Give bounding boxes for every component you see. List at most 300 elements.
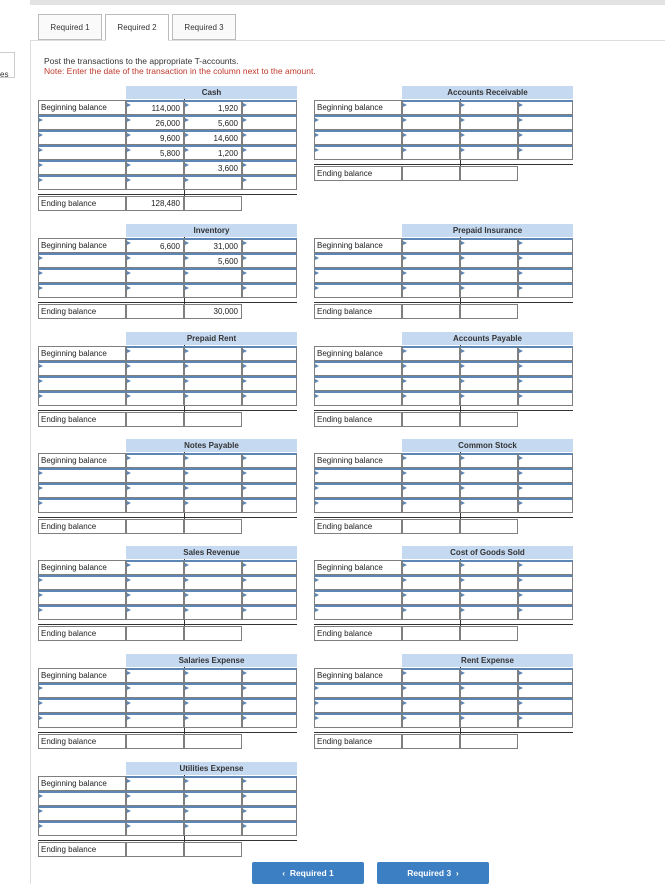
date-input[interactable] [518, 468, 573, 483]
date-input[interactable] [242, 683, 297, 698]
debit-amount-input[interactable] [402, 253, 460, 268]
date-input[interactable] [38, 821, 126, 836]
debit-amount-input[interactable] [126, 145, 184, 160]
ending-credit-amount [184, 304, 242, 319]
date-input[interactable] [314, 590, 402, 605]
debit-amount-input[interactable] [126, 453, 184, 468]
ending-balance-label [314, 519, 402, 534]
credit-amount-input[interactable] [184, 268, 242, 283]
next-required-button[interactable]: Required 3 › [377, 862, 489, 884]
date-input[interactable] [314, 268, 402, 283]
credit-amount-input[interactable] [184, 175, 242, 190]
debit-amount-input[interactable] [126, 130, 184, 145]
debit-amount-value: 114,000 [151, 104, 180, 113]
date-input[interactable] [242, 376, 297, 391]
ending-debit-amount [126, 734, 184, 749]
date-input[interactable] [518, 683, 573, 698]
date-input[interactable] [314, 253, 402, 268]
date-input[interactable] [242, 238, 297, 253]
ending-balance-label [38, 412, 126, 427]
ending-debit-amount [126, 842, 184, 857]
credit-amount-input[interactable] [184, 575, 242, 590]
beginning-balance-text: Beginning balance [317, 241, 383, 250]
date-input[interactable] [314, 376, 402, 391]
date-input[interactable] [242, 483, 297, 498]
tab-required-3[interactable]: Required 3 [172, 14, 236, 40]
beginning-balance-text: Beginning balance [41, 349, 107, 358]
date-input[interactable] [518, 115, 573, 130]
credit-amount-input[interactable] [460, 713, 518, 728]
beginning-balance-text: Beginning balance [41, 456, 107, 465]
date-input[interactable] [518, 575, 573, 590]
credit-amount-input[interactable] [184, 468, 242, 483]
date-input[interactable] [314, 115, 402, 130]
ending-balance-text: Ending balance [41, 737, 97, 746]
date-input[interactable] [38, 683, 126, 698]
date-input[interactable] [314, 575, 402, 590]
debit-amount-input[interactable] [126, 791, 184, 806]
date-input[interactable] [38, 483, 126, 498]
date-input[interactable] [242, 668, 297, 683]
debit-amount-input[interactable] [402, 683, 460, 698]
credit-amount-input[interactable] [460, 590, 518, 605]
debit-amount-input[interactable] [126, 346, 184, 361]
date-input[interactable] [242, 821, 297, 836]
date-input[interactable] [242, 283, 297, 298]
date-input[interactable] [38, 145, 126, 160]
debit-amount-input[interactable] [126, 253, 184, 268]
date-input[interactable] [242, 453, 297, 468]
debit-amount-input[interactable] [126, 100, 184, 115]
date-input[interactable] [38, 160, 126, 175]
ending-balance-text: Ending balance [317, 522, 373, 531]
debit-amount-input[interactable] [402, 698, 460, 713]
date-input[interactable] [38, 590, 126, 605]
beginning-balance-text: Beginning balance [317, 103, 383, 112]
date-input[interactable] [518, 130, 573, 145]
date-input[interactable] [518, 238, 573, 253]
debit-amount-input[interactable] [126, 160, 184, 175]
date-input[interactable] [518, 590, 573, 605]
credit-amount-value: 14,600 [213, 134, 238, 143]
date-input[interactable] [314, 283, 402, 298]
debit-amount-input[interactable] [402, 453, 460, 468]
ending-debit-amount [126, 519, 184, 534]
debit-amount-input[interactable] [402, 283, 460, 298]
debit-amount-input[interactable] [126, 683, 184, 698]
credit-amount-input[interactable] [184, 791, 242, 806]
credit-amount-input[interactable] [460, 361, 518, 376]
date-input[interactable] [518, 100, 573, 115]
debit-amount-input[interactable] [126, 776, 184, 791]
date-input[interactable] [242, 806, 297, 821]
ending-credit-amount [460, 626, 518, 641]
ending-credit-amount [184, 842, 242, 857]
debit-amount-input[interactable] [402, 560, 460, 575]
credit-amount-input[interactable] [184, 683, 242, 698]
date-input[interactable] [242, 346, 297, 361]
debit-amount-input[interactable] [402, 376, 460, 391]
debit-amount-input[interactable] [402, 115, 460, 130]
date-input[interactable] [518, 283, 573, 298]
ending-debit-amount [402, 412, 460, 427]
credit-amount-input[interactable] [184, 100, 242, 115]
chevron-right-icon: › [451, 868, 459, 878]
beginning-balance-label [314, 668, 402, 683]
date-input[interactable] [518, 483, 573, 498]
date-input[interactable] [38, 498, 126, 513]
account-title: Cash [126, 86, 297, 99]
date-input[interactable] [38, 361, 126, 376]
credit-amount-input[interactable] [460, 130, 518, 145]
ending-credit-amount [184, 412, 242, 427]
ending-balance-text: Ending balance [41, 522, 97, 531]
total-line [314, 410, 573, 411]
date-input[interactable] [518, 560, 573, 575]
date-input[interactable] [518, 668, 573, 683]
ending-balance-label [38, 734, 126, 749]
beginning-balance-label [314, 100, 402, 115]
beginning-balance-label [38, 776, 126, 791]
date-input[interactable] [242, 160, 297, 175]
credit-amount-input[interactable] [460, 498, 518, 513]
account-title: Notes Payable [126, 439, 297, 452]
credit-amount-input[interactable] [184, 698, 242, 713]
prev-required-button[interactable]: ‹ Required 1 [252, 862, 364, 884]
ending-credit-amount [460, 519, 518, 534]
date-input[interactable] [38, 713, 126, 728]
date-input[interactable] [314, 605, 402, 620]
ending-balance-label [314, 412, 402, 427]
ending-debit-amount [126, 304, 184, 319]
debit-amount-input[interactable] [402, 346, 460, 361]
debit-amount-value: 6,600 [159, 242, 180, 251]
date-input[interactable] [242, 590, 297, 605]
debit-amount-input[interactable] [126, 268, 184, 283]
debit-amount-input[interactable] [402, 713, 460, 728]
ending-balance-text: Ending balance [41, 199, 97, 208]
date-input[interactable] [518, 391, 573, 406]
date-input[interactable] [38, 791, 126, 806]
date-input[interactable] [242, 713, 297, 728]
debit-amount-input[interactable] [126, 713, 184, 728]
date-input[interactable] [38, 391, 126, 406]
ending-debit-amount [126, 626, 184, 641]
beginning-balance-text: Beginning balance [41, 103, 107, 112]
ending-credit-amount [184, 734, 242, 749]
ending-credit-amount [460, 734, 518, 749]
debit-amount-value: 26,000 [155, 119, 180, 128]
ending-credit-value: 30,000 [213, 307, 238, 316]
credit-amount-input[interactable] [460, 483, 518, 498]
credit-amount-input[interactable] [460, 238, 518, 253]
tab-required-1[interactable]: Required 1 [38, 14, 102, 40]
beginning-balance-label [314, 560, 402, 575]
date-input[interactable] [242, 468, 297, 483]
credit-amount-input[interactable] [184, 238, 242, 253]
credit-amount-input[interactable] [184, 453, 242, 468]
date-input[interactable] [242, 100, 297, 115]
date-input[interactable] [314, 483, 402, 498]
date-input[interactable] [242, 253, 297, 268]
beginning-balance-text: Beginning balance [41, 779, 107, 788]
debit-amount-input[interactable] [126, 175, 184, 190]
credit-amount-input[interactable] [460, 468, 518, 483]
date-input[interactable] [38, 605, 126, 620]
credit-amount-input[interactable] [460, 100, 518, 115]
debit-amount-input[interactable] [126, 560, 184, 575]
ending-balance-text: Ending balance [317, 629, 373, 638]
beginning-balance-text: Beginning balance [317, 563, 383, 572]
debit-amount-input[interactable] [402, 483, 460, 498]
credit-amount-input[interactable] [184, 560, 242, 575]
account-title: Inventory [126, 224, 297, 237]
ending-balance-text: Ending balance [317, 737, 373, 746]
ending-balance-text: Ending balance [317, 307, 373, 316]
credit-amount-input[interactable] [184, 160, 242, 175]
debit-amount-input[interactable] [402, 145, 460, 160]
credit-amount-input[interactable] [460, 268, 518, 283]
credit-amount-input[interactable] [460, 698, 518, 713]
total-line [38, 410, 297, 411]
ending-balance-label [38, 842, 126, 857]
account-title: Sales Revenue [126, 546, 297, 559]
credit-amount-value: 5,600 [217, 119, 238, 128]
ending-debit-amount [126, 412, 184, 427]
debit-amount-input[interactable] [126, 821, 184, 836]
debit-amount-input[interactable] [126, 376, 184, 391]
debit-amount-input[interactable] [402, 575, 460, 590]
total-line [314, 624, 573, 625]
debit-amount-input[interactable] [126, 575, 184, 590]
ending-debit-amount [402, 626, 460, 641]
ending-credit-amount [184, 519, 242, 534]
debit-amount-value: 5,800 [159, 149, 180, 158]
date-input[interactable] [314, 498, 402, 513]
debit-amount-input[interactable] [126, 361, 184, 376]
date-input[interactable] [38, 376, 126, 391]
debit-amount-input[interactable] [126, 283, 184, 298]
beginning-balance-label [314, 453, 402, 468]
credit-amount-input[interactable] [184, 361, 242, 376]
credit-amount-input[interactable] [184, 821, 242, 836]
beginning-balance-text: Beginning balance [41, 241, 107, 250]
date-input[interactable] [518, 376, 573, 391]
date-input[interactable] [38, 268, 126, 283]
date-input[interactable] [242, 791, 297, 806]
credit-amount-input[interactable] [184, 590, 242, 605]
date-input[interactable] [242, 391, 297, 406]
credit-amount-value: 3,600 [217, 164, 238, 173]
debit-amount-input[interactable] [126, 698, 184, 713]
debit-amount-input[interactable] [402, 468, 460, 483]
total-line [314, 164, 573, 165]
debit-amount-input[interactable] [126, 483, 184, 498]
debit-amount-input[interactable] [402, 268, 460, 283]
debit-amount-input[interactable] [126, 115, 184, 130]
credit-amount-value: 5,600 [217, 257, 238, 266]
account-title: Rent Expense [402, 654, 573, 667]
ending-debit-amount [402, 166, 460, 181]
total-line [314, 732, 573, 733]
beginning-balance-label [38, 346, 126, 361]
credit-amount-input[interactable] [184, 806, 242, 821]
credit-amount-input[interactable] [184, 713, 242, 728]
date-input[interactable] [518, 346, 573, 361]
account-title: Common Stock [402, 439, 573, 452]
credit-amount-input[interactable] [184, 346, 242, 361]
date-input[interactable] [242, 605, 297, 620]
ending-balance-text: Ending balance [41, 629, 97, 638]
date-input[interactable] [518, 713, 573, 728]
debit-amount-input[interactable] [402, 668, 460, 683]
ending-balance-text: Ending balance [317, 169, 373, 178]
date-input[interactable] [242, 361, 297, 376]
beginning-balance-label [38, 238, 126, 253]
debit-amount-input[interactable] [126, 468, 184, 483]
date-input[interactable] [38, 175, 126, 190]
total-line [38, 517, 297, 518]
date-input[interactable] [242, 776, 297, 791]
account-title: Salaries Expense [126, 654, 297, 667]
date-input[interactable] [242, 145, 297, 160]
date-input[interactable] [518, 145, 573, 160]
date-input[interactable] [38, 115, 126, 130]
debit-amount-input[interactable] [126, 391, 184, 406]
beginning-balance-label [38, 560, 126, 575]
account-title: Accounts Receivable [402, 86, 573, 99]
credit-amount-input[interactable] [184, 391, 242, 406]
ending-balance-label [38, 196, 126, 211]
ending-balance-text: Ending balance [317, 415, 373, 424]
debit-amount-input[interactable] [126, 238, 184, 253]
debit-amount-input[interactable] [126, 498, 184, 513]
debit-amount-input[interactable] [126, 668, 184, 683]
date-input[interactable] [38, 283, 126, 298]
date-input[interactable] [518, 361, 573, 376]
credit-amount-input[interactable] [460, 391, 518, 406]
date-input[interactable] [518, 605, 573, 620]
credit-amount-input[interactable] [184, 498, 242, 513]
date-input[interactable] [242, 268, 297, 283]
date-input[interactable] [314, 361, 402, 376]
credit-amount-input[interactable] [460, 453, 518, 468]
credit-amount-input[interactable] [184, 145, 242, 160]
credit-amount-input[interactable] [460, 376, 518, 391]
date-input[interactable] [314, 391, 402, 406]
debit-amount-input[interactable] [402, 590, 460, 605]
date-input[interactable] [38, 130, 126, 145]
date-input[interactable] [518, 698, 573, 713]
debit-amount-input[interactable] [402, 361, 460, 376]
date-input[interactable] [314, 130, 402, 145]
date-input[interactable] [518, 268, 573, 283]
beginning-balance-label [38, 100, 126, 115]
credit-amount-input[interactable] [460, 560, 518, 575]
beginning-balance-label [38, 453, 126, 468]
debit-amount-input[interactable] [402, 498, 460, 513]
credit-amount-input[interactable] [460, 283, 518, 298]
debit-amount-input[interactable] [402, 605, 460, 620]
date-input[interactable] [518, 498, 573, 513]
ending-balance-label [314, 626, 402, 641]
debit-amount-input[interactable] [126, 590, 184, 605]
tab-required-2[interactable]: Required 2 [105, 14, 169, 41]
beginning-balance-label [314, 238, 402, 253]
date-input[interactable] [314, 468, 402, 483]
ending-balance-text: Ending balance [41, 415, 97, 424]
ending-balance-label [314, 166, 402, 181]
top-bar [30, 0, 665, 5]
total-line [38, 302, 297, 303]
credit-amount-input[interactable] [184, 283, 242, 298]
date-input[interactable] [314, 698, 402, 713]
credit-amount-input[interactable] [184, 115, 242, 130]
debit-amount-input[interactable] [402, 130, 460, 145]
credit-amount-input[interactable] [184, 253, 242, 268]
credit-amount-input[interactable] [184, 776, 242, 791]
date-input[interactable] [38, 575, 126, 590]
date-input[interactable] [242, 130, 297, 145]
ending-balance-label [38, 519, 126, 534]
credit-amount-input[interactable] [460, 115, 518, 130]
credit-amount-input[interactable] [184, 376, 242, 391]
credit-amount-input[interactable] [460, 346, 518, 361]
ending-credit-amount [184, 196, 242, 211]
account-title: Accounts Payable [402, 332, 573, 345]
credit-amount-input[interactable] [184, 668, 242, 683]
debit-amount-input[interactable] [402, 391, 460, 406]
date-input[interactable] [242, 498, 297, 513]
credit-amount-input[interactable] [460, 145, 518, 160]
debit-amount-input[interactable] [402, 238, 460, 253]
credit-amount-input[interactable] [460, 575, 518, 590]
date-input[interactable] [314, 713, 402, 728]
credit-amount-input[interactable] [460, 253, 518, 268]
date-input[interactable] [242, 575, 297, 590]
date-input[interactable] [242, 698, 297, 713]
debit-amount-input[interactable] [126, 806, 184, 821]
beginning-balance-label [38, 668, 126, 683]
beginning-balance-text: Beginning balance [317, 349, 383, 358]
credit-amount-input[interactable] [184, 605, 242, 620]
date-input[interactable] [38, 806, 126, 821]
date-input[interactable] [314, 145, 402, 160]
left-stub-text: es [0, 70, 9, 79]
credit-amount-input[interactable] [184, 130, 242, 145]
ending-debit-amount [126, 196, 184, 211]
credit-amount-input[interactable] [460, 683, 518, 698]
date-input[interactable] [38, 698, 126, 713]
chevron-left-icon: ‹ [282, 868, 290, 878]
date-input[interactable] [314, 683, 402, 698]
date-input[interactable] [242, 175, 297, 190]
beginning-balance-text: Beginning balance [317, 456, 383, 465]
date-input[interactable] [38, 253, 126, 268]
debit-amount-input[interactable] [126, 605, 184, 620]
credit-amount-input[interactable] [460, 605, 518, 620]
credit-amount-input[interactable] [184, 483, 242, 498]
date-input[interactable] [242, 560, 297, 575]
total-line [38, 840, 297, 841]
date-input[interactable] [38, 468, 126, 483]
credit-amount-input[interactable] [460, 668, 518, 683]
ending-credit-amount [184, 626, 242, 641]
date-input[interactable] [518, 253, 573, 268]
date-input[interactable] [518, 453, 573, 468]
date-input[interactable] [242, 115, 297, 130]
debit-amount-input[interactable] [402, 100, 460, 115]
